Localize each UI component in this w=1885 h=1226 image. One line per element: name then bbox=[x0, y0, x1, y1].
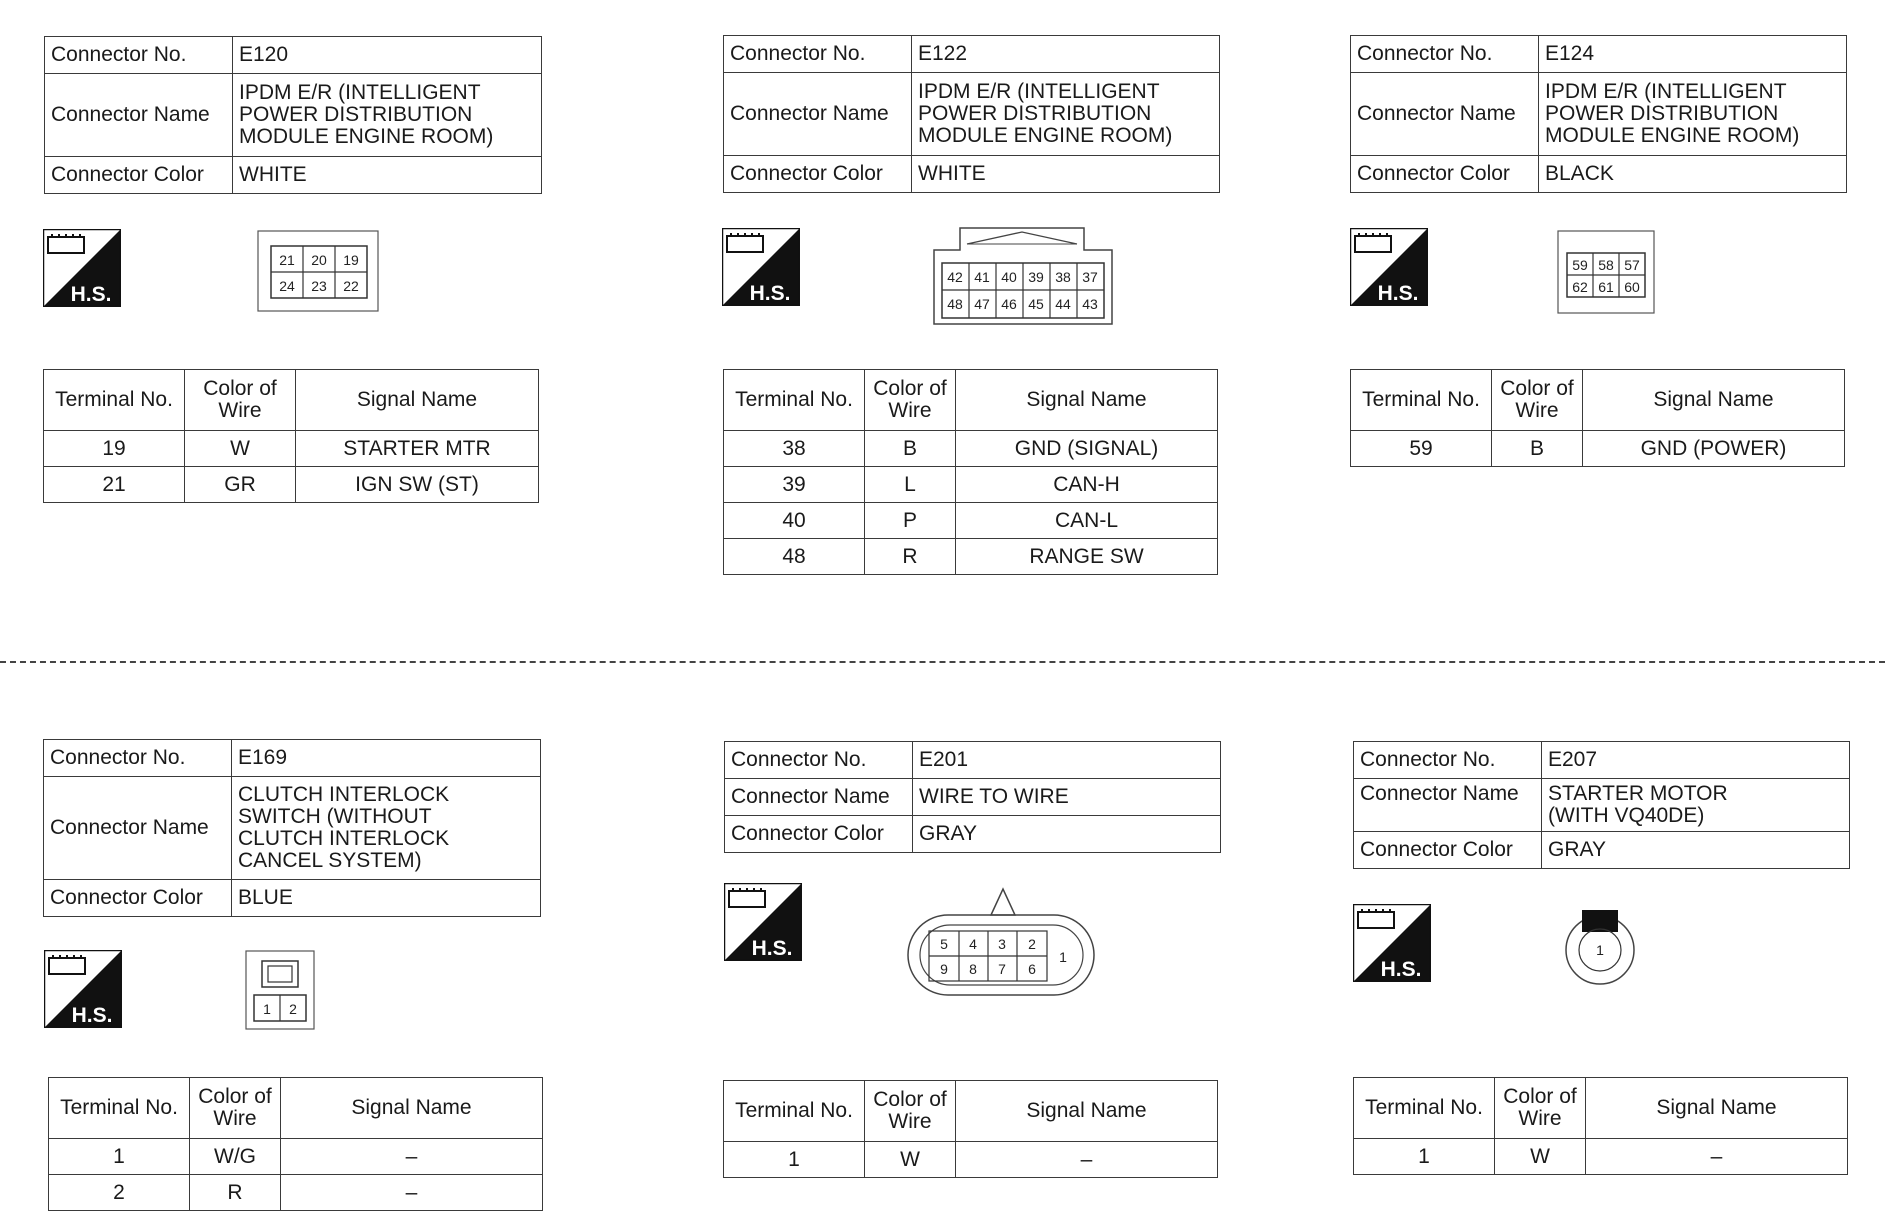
terminal-no-cell: 19 bbox=[44, 431, 185, 467]
table-row bbox=[724, 503, 1218, 539]
connector-color-label: Connector Color bbox=[45, 157, 233, 194]
wire-color-header: Color of Wire bbox=[865, 1081, 956, 1142]
pin-label: 1 bbox=[1059, 949, 1067, 965]
connector-color-value: WHITE bbox=[912, 156, 1220, 193]
connector-no-value: E201 bbox=[913, 742, 1221, 779]
table-row bbox=[1351, 431, 1845, 467]
connector-no-label: Connector No. bbox=[44, 740, 232, 777]
terminal-table bbox=[1350, 369, 1845, 467]
connector-info-table bbox=[43, 739, 541, 917]
connector-color-label: Connector Color bbox=[725, 816, 913, 853]
terminal-no-cell: 21 bbox=[44, 467, 185, 503]
harness-side-icon bbox=[724, 883, 802, 961]
pin-label: 21 bbox=[279, 252, 295, 268]
terminal-table bbox=[723, 369, 1218, 575]
pin-label: 23 bbox=[311, 278, 327, 294]
connector-no-value: E124 bbox=[1539, 36, 1847, 73]
svg-text:H.S.: H.S. bbox=[751, 937, 793, 960]
connector-color-value: WHITE bbox=[233, 157, 542, 194]
connector-no-label: Connector No. bbox=[45, 37, 233, 74]
connector-color-label: Connector Color bbox=[724, 156, 912, 193]
signal-name-cell: – bbox=[281, 1139, 543, 1175]
signal-name-header: Signal Name bbox=[956, 370, 1218, 431]
pin-label: 19 bbox=[343, 252, 359, 268]
terminal-no-cell: 39 bbox=[724, 467, 865, 503]
terminal-no-cell: 59 bbox=[1351, 431, 1492, 467]
pin-label: 61 bbox=[1598, 279, 1614, 295]
table-row bbox=[724, 431, 1218, 467]
connector-name-value: CLUTCH INTERLOCK SWITCH (WITHOUT CLUTCH INTERLOCK CANCEL SYSTEM) bbox=[232, 777, 541, 880]
terminal-no-cell: 38 bbox=[724, 431, 865, 467]
pin-label: 8 bbox=[969, 961, 977, 977]
pin-label: 41 bbox=[974, 269, 990, 285]
signal-name-cell: RANGE SW bbox=[956, 539, 1218, 575]
signal-name-cell: CAN-H bbox=[956, 467, 1218, 503]
signal-name-header: Signal Name bbox=[281, 1078, 543, 1139]
section-divider bbox=[0, 661, 1885, 663]
pin-label: 57 bbox=[1624, 257, 1640, 273]
connector-color-label: Connector Color bbox=[1351, 156, 1539, 193]
table-row bbox=[724, 539, 1218, 575]
svg-text:H.S.: H.S. bbox=[1380, 958, 1422, 981]
connector-color-value: GRAY bbox=[1542, 832, 1850, 869]
signal-name-header: Signal Name bbox=[1583, 370, 1845, 431]
connector-no-label: Connector No. bbox=[1354, 742, 1542, 779]
wire-color-header: Color of Wire bbox=[865, 370, 956, 431]
wire-color-cell: R bbox=[190, 1175, 281, 1211]
harness-side-icon bbox=[1350, 228, 1428, 306]
connector-name-label: Connector Name bbox=[45, 74, 233, 157]
connector-name-value: STARTER MOTOR (WITH VQ40DE) bbox=[1542, 779, 1850, 832]
connector-color-value: GRAY bbox=[913, 816, 1221, 853]
signal-name-cell: GND (SIGNAL) bbox=[956, 431, 1218, 467]
table-row bbox=[44, 431, 539, 467]
connector-info-table bbox=[1353, 741, 1850, 869]
pin-label: 6 bbox=[1028, 961, 1036, 977]
terminal-no-header: Terminal No. bbox=[1351, 370, 1492, 431]
pin-label: 39 bbox=[1028, 269, 1044, 285]
connector-color-label: Connector Color bbox=[1354, 832, 1542, 869]
connector-name-label: Connector Name bbox=[724, 73, 912, 156]
harness-side-icon bbox=[43, 229, 121, 307]
connector-name-value: IPDM E/R (INTELLIGENT POWER DISTRIBUTION MODULE ENGINE ROOM) bbox=[912, 73, 1220, 156]
svg-text:H.S.: H.S. bbox=[1377, 282, 1419, 305]
pin-label: 40 bbox=[1001, 269, 1017, 285]
terminal-no-cell: 40 bbox=[724, 503, 865, 539]
connector-no-value: E120 bbox=[233, 37, 542, 74]
pin-label: 62 bbox=[1572, 279, 1588, 295]
signal-name-cell: CAN-L bbox=[956, 503, 1218, 539]
wire-color-cell: L bbox=[865, 467, 956, 503]
terminal-no-cell: 1 bbox=[49, 1139, 190, 1175]
terminal-no-header: Terminal No. bbox=[49, 1078, 190, 1139]
signal-name-header: Signal Name bbox=[296, 370, 539, 431]
pin-label: 38 bbox=[1055, 269, 1071, 285]
connector-face-diagram bbox=[244, 949, 316, 1031]
signal-name-header: Signal Name bbox=[956, 1081, 1218, 1142]
pin-label: 9 bbox=[940, 961, 948, 977]
wire-color-header: Color of Wire bbox=[185, 370, 296, 431]
wire-color-header: Color of Wire bbox=[1495, 1078, 1586, 1139]
wire-color-cell: W/G bbox=[190, 1139, 281, 1175]
pin-label: 46 bbox=[1001, 296, 1017, 312]
wire-color-cell: GR bbox=[185, 467, 296, 503]
pin-label: 24 bbox=[279, 278, 295, 294]
harness-side-icon bbox=[44, 950, 122, 1028]
connector-color-label: Connector Color bbox=[44, 880, 232, 917]
connector-name-label: Connector Name bbox=[725, 779, 913, 816]
connector-name-label: Connector Name bbox=[1354, 779, 1542, 832]
table-row bbox=[724, 467, 1218, 503]
terminal-table bbox=[43, 369, 539, 503]
signal-name-cell: – bbox=[281, 1175, 543, 1211]
terminal-no-cell: 1 bbox=[1354, 1139, 1495, 1175]
signal-name-cell: – bbox=[1586, 1139, 1848, 1175]
terminal-no-cell: 48 bbox=[724, 539, 865, 575]
connector-info-table bbox=[44, 36, 542, 194]
connector-name-value: IPDM E/R (INTELLIGENT POWER DISTRIBUTION MODULE ENGINE ROOM) bbox=[233, 74, 542, 157]
wire-color-cell: W bbox=[865, 1142, 956, 1178]
table-row bbox=[44, 467, 539, 503]
pin-label: 20 bbox=[311, 252, 327, 268]
connector-name-label: Connector Name bbox=[1351, 73, 1539, 156]
pin-label: 5 bbox=[940, 936, 948, 952]
wire-color-cell: B bbox=[865, 431, 956, 467]
pin-label: 42 bbox=[947, 269, 963, 285]
pin-label: 3 bbox=[998, 936, 1006, 952]
terminal-no-cell: 2 bbox=[49, 1175, 190, 1211]
connector-name-value: WIRE TO WIRE bbox=[913, 779, 1221, 816]
terminal-no-header: Terminal No. bbox=[724, 370, 865, 431]
terminal-table bbox=[1353, 1077, 1848, 1175]
pin-label: 43 bbox=[1082, 296, 1098, 312]
pin-label: 1 bbox=[1596, 942, 1604, 958]
pin-label: 2 bbox=[289, 1001, 297, 1017]
wire-color-cell: W bbox=[1495, 1139, 1586, 1175]
signal-name-header: Signal Name bbox=[1586, 1078, 1848, 1139]
wire-color-cell: P bbox=[865, 503, 956, 539]
pin-label: 47 bbox=[974, 296, 990, 312]
table-row bbox=[49, 1139, 543, 1175]
connector-info-table bbox=[723, 35, 1220, 193]
svg-text:H.S.: H.S. bbox=[70, 283, 112, 306]
wire-color-cell: B bbox=[1492, 431, 1583, 467]
connector-no-value: E122 bbox=[912, 36, 1220, 73]
pin-label: 60 bbox=[1624, 279, 1640, 295]
table-row bbox=[49, 1175, 543, 1211]
svg-text:H.S.: H.S. bbox=[71, 1004, 113, 1027]
connector-face-diagram bbox=[1564, 902, 1636, 990]
pin-label: 2 bbox=[1028, 936, 1036, 952]
pin-label: 59 bbox=[1572, 257, 1588, 273]
connector-no-value: E169 bbox=[232, 740, 541, 777]
connector-face-diagram bbox=[1556, 229, 1656, 315]
connector-info-table bbox=[724, 741, 1221, 853]
pin-label: 37 bbox=[1082, 269, 1098, 285]
wire-color-header: Color of Wire bbox=[1492, 370, 1583, 431]
connector-no-label: Connector No. bbox=[725, 742, 913, 779]
svg-text:H.S.: H.S. bbox=[749, 282, 791, 305]
pin-label: 22 bbox=[343, 278, 359, 294]
pin-label: 44 bbox=[1055, 296, 1071, 312]
terminal-table bbox=[723, 1080, 1218, 1178]
connector-face-diagram bbox=[256, 229, 380, 313]
signal-name-cell: GND (POWER) bbox=[1583, 431, 1845, 467]
pin-label: 48 bbox=[947, 296, 963, 312]
terminal-no-header: Terminal No. bbox=[724, 1081, 865, 1142]
connector-no-label: Connector No. bbox=[724, 36, 912, 73]
terminal-no-header: Terminal No. bbox=[44, 370, 185, 431]
connector-no-value: E207 bbox=[1542, 742, 1850, 779]
harness-side-icon bbox=[722, 228, 800, 306]
pin-label: 1 bbox=[263, 1001, 271, 1017]
connector-name-value: IPDM E/R (INTELLIGENT POWER DISTRIBUTION MODULE ENGINE ROOM) bbox=[1539, 73, 1847, 156]
pin-label: 58 bbox=[1598, 257, 1614, 273]
connector-info-table bbox=[1350, 35, 1847, 193]
terminal-no-cell: 1 bbox=[724, 1142, 865, 1178]
connector-name-label: Connector Name bbox=[44, 777, 232, 880]
signal-name-cell: STARTER MTR bbox=[296, 431, 539, 467]
connector-color-value: BLACK bbox=[1539, 156, 1847, 193]
connector-face-diagram bbox=[932, 222, 1114, 326]
table-row bbox=[1354, 1139, 1848, 1175]
signal-name-cell: – bbox=[956, 1142, 1218, 1178]
pin-label: 45 bbox=[1028, 296, 1044, 312]
wire-color-cell: W bbox=[185, 431, 296, 467]
signal-name-cell: IGN SW (ST) bbox=[296, 467, 539, 503]
connector-face-diagram bbox=[905, 885, 1097, 999]
wire-color-header: Color of Wire bbox=[190, 1078, 281, 1139]
terminal-no-header: Terminal No. bbox=[1354, 1078, 1495, 1139]
harness-side-icon bbox=[1353, 904, 1431, 982]
terminal-table bbox=[48, 1077, 543, 1211]
pin-label: 4 bbox=[969, 936, 977, 952]
wire-color-cell: R bbox=[865, 539, 956, 575]
table-row bbox=[724, 1142, 1218, 1178]
pin-label: 7 bbox=[998, 961, 1006, 977]
connector-color-value: BLUE bbox=[232, 880, 541, 917]
connector-no-label: Connector No. bbox=[1351, 36, 1539, 73]
